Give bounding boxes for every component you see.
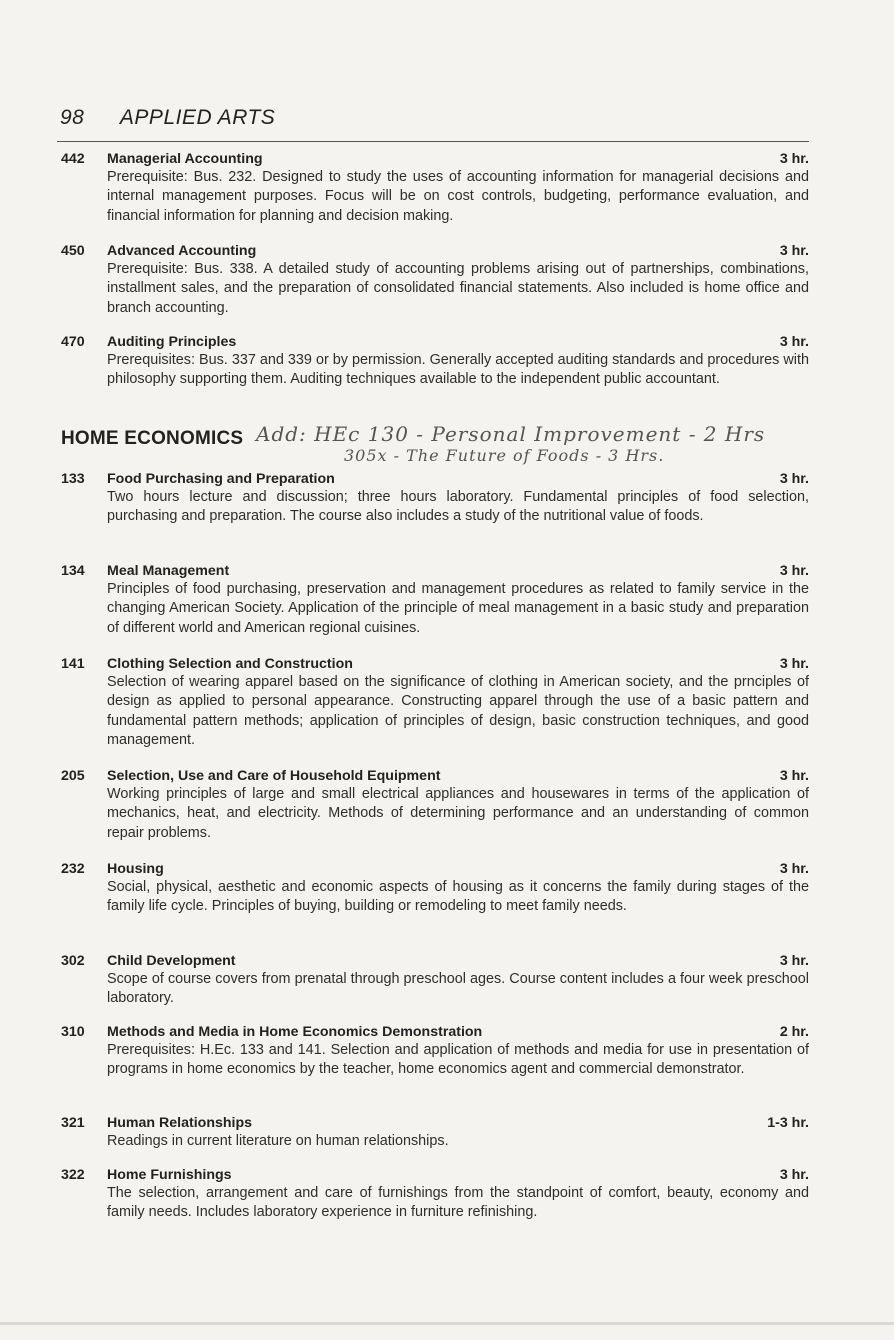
course-entry	[61, 767, 809, 843]
course-title: Meal Management	[107, 563, 230, 579]
course-hours: 3 hr.	[779, 151, 809, 167]
course-description: Social, physical, aesthetic and economic aspects of housing as it concerns the family during stages of the family life cycle. Principles of buying, building or remodeling to meet family needs.	[107, 879, 809, 915]
course-title: Methods and Media in Home Economics Demonstration	[107, 1024, 483, 1040]
course-description: Principles of food purchasing, preservation and management procedures as related to family service in the changing American Society. Application of the principle of meal management in a basic study and preparation of different world and American regional cuisines.	[107, 581, 809, 636]
course-entry	[61, 150, 809, 226]
course-hours: 3 hr.	[779, 953, 809, 969]
course-entry	[61, 1023, 809, 1080]
course-entry	[61, 1166, 809, 1223]
page-bottom-edge	[0, 1322, 894, 1325]
course-number: 322	[61, 1167, 85, 1183]
course-number: 321	[61, 1115, 85, 1131]
course-entry	[61, 470, 809, 527]
course-hours: 3 hr.	[779, 334, 809, 350]
section-heading: HOME ECONOMICS	[61, 428, 244, 449]
course-number: 134	[61, 563, 85, 579]
course-title: Housing	[107, 861, 164, 877]
course-description: Working principles of large and small electrical appliances and housewares in terms of the application of mechanics, heat, and electricity. Methods of determining performance and an understanding of common repair problems.	[107, 786, 809, 841]
course-title: Clothing Selection and Construction	[107, 656, 353, 672]
course-number: 232	[61, 861, 85, 877]
course-hours: 3 hr.	[779, 768, 809, 784]
course-hours: 3 hr.	[779, 563, 809, 579]
course-description: Prerequisites: H.Ec. 133 and 141. Selection and application of methods and media for use in presentation of programs in home economics by the teacher, home economics agent and commercial demonstrator.	[107, 1042, 809, 1078]
course-entry	[61, 242, 809, 318]
course-description: Scope of course covers from prenatal through preschool ages. Course content includes a four week preschool laboratory.	[107, 971, 809, 1007]
course-number: 205	[61, 768, 85, 784]
header-rule	[57, 141, 809, 142]
course-entry	[61, 860, 809, 917]
course-title: Food Purchasing and Preparation	[107, 471, 335, 487]
course-number: 450	[61, 243, 85, 259]
course-hours: 3 hr.	[779, 243, 809, 259]
course-entry	[61, 655, 809, 751]
course-description: Prerequisite: Bus. 232. Designed to study the uses of accounting information for managerial decisions and internal management purposes. Focus will be on cost controls, budgeting, performance evaluation, and financial information for planning and decision making.	[107, 169, 809, 224]
course-hours: 3 hr.	[779, 471, 809, 487]
course-hours: 3 hr.	[779, 656, 809, 672]
page-header	[60, 106, 275, 130]
course-title: Selection, Use and Care of Household Equipment	[107, 768, 441, 784]
course-number: 302	[61, 953, 85, 969]
course-description: Prerequisites: Bus. 337 and 339 or by permission. Generally accepted auditing standards and procedures with philosophy supporting them. Auditing techniques available to the independent public accountant.	[107, 352, 809, 388]
course-description: Two hours lecture and discussion; three hours laboratory. Fundamental principles of food selection, purchasing and preparation. The course also includes a study of the nutritional value of foods.	[107, 489, 809, 525]
course-description: The selection, arrangement and care of furnishings from the standpoint of comfort, beauty, economy and family needs. Includes laboratory experience in furniture refinishing.	[107, 1185, 809, 1221]
course-description: Prerequisite: Bus. 338. A detailed study of accounting problems arising out of partnerships, combinations, installment sales, and the preparation of consolidated financial statements. Also included is home office and branch accounting.	[107, 261, 809, 316]
course-title: Auditing Principles	[107, 334, 237, 350]
course-number: 310	[61, 1024, 85, 1040]
course-number: 470	[61, 334, 85, 350]
handwritten-annotation: Add: HEc 130 - Personal Improvement - 2 Hrs	[256, 422, 766, 446]
course-title: Human Relationships	[107, 1115, 253, 1131]
course-title: Managerial Accounting	[107, 151, 263, 167]
course-hours: 3 hr.	[779, 1167, 809, 1183]
course-description: Readings in current literature on human relationships.	[107, 1133, 449, 1149]
section-running-title: APPLIED ARTS	[119, 106, 276, 129]
course-number: 133	[61, 471, 85, 487]
course-title: Home Furnishings	[107, 1167, 232, 1183]
course-hours: 2 hr.	[779, 1024, 809, 1040]
course-entry	[61, 952, 809, 1009]
page-number: 98	[60, 106, 85, 129]
course-hours: 3 hr.	[779, 861, 809, 877]
course-title: Advanced Accounting	[107, 243, 257, 259]
course-entry	[61, 1114, 809, 1151]
course-entry	[61, 562, 809, 638]
course-hours: 1-3 hr.	[767, 1115, 809, 1131]
course-entry	[61, 333, 809, 390]
course-description: Selection of wearing apparel based on the significance of clothing in American society, and the prnciples of design as applied to personal appearance. Constructing apparel through the use of a basic pattern and fundamental pattern methods; application of principles of design, basic construction techniques, and good management.	[107, 674, 809, 749]
course-number: 141	[61, 656, 85, 672]
handwritten-annotation: 305x - The Future of Foods - 3 Hrs.	[344, 446, 665, 465]
course-number: 442	[61, 151, 85, 167]
course-title: Child Development	[107, 953, 236, 969]
